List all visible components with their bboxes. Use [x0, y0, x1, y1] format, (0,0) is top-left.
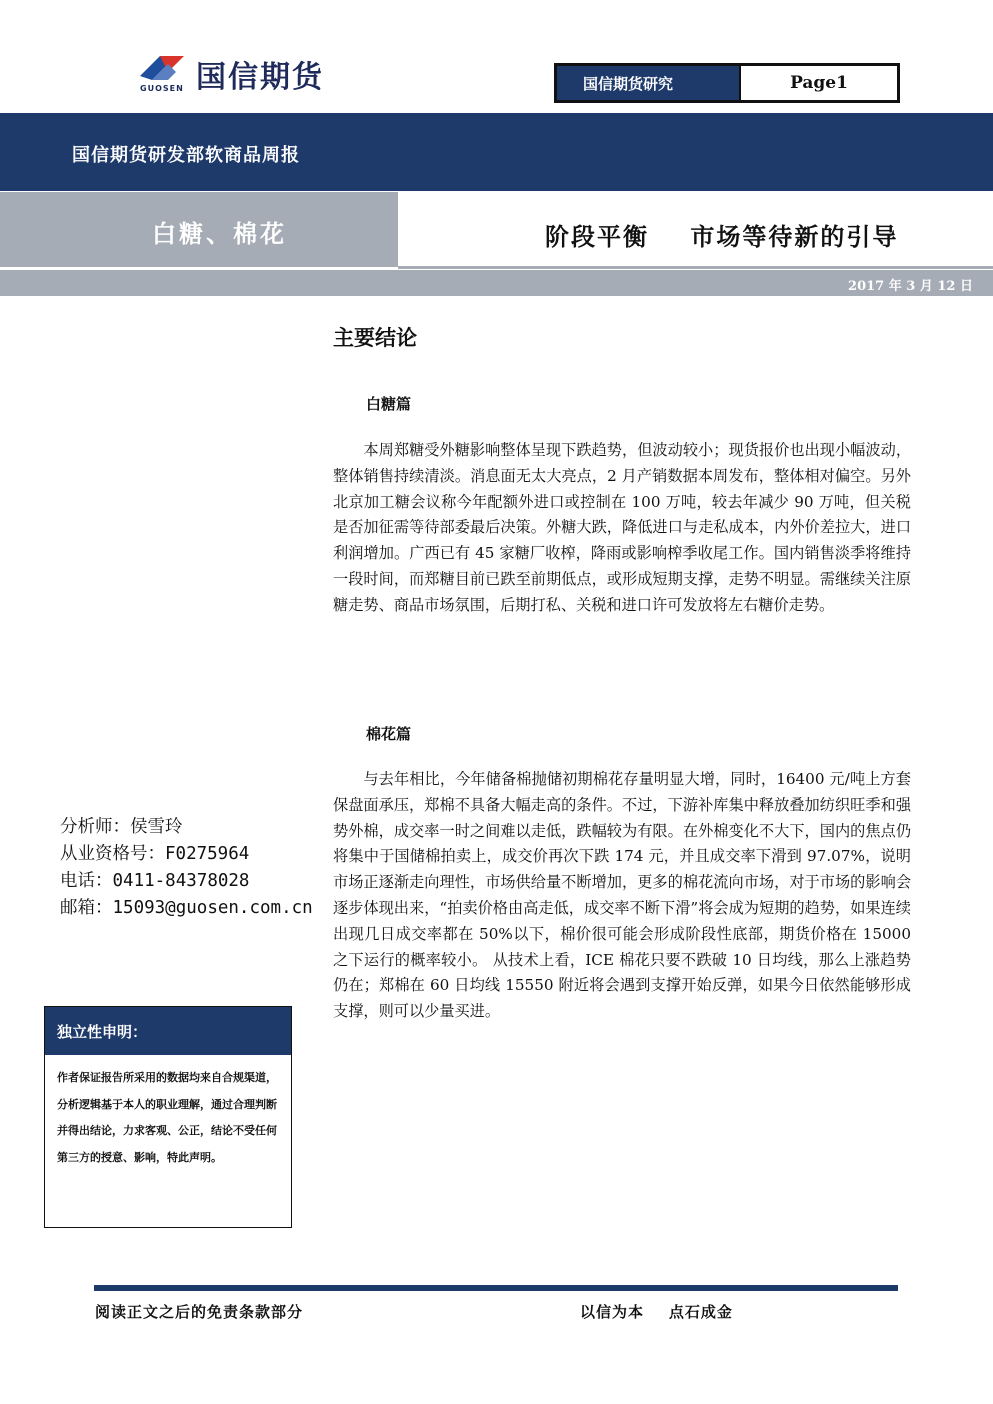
analyst-license: 从业资格号：F0275964	[60, 844, 250, 864]
analyst-info	[60, 814, 313, 922]
company-logo	[138, 50, 368, 94]
logo-name-en: GUOSEN	[140, 84, 184, 93]
header-box	[554, 63, 900, 103]
statement-title: 独立性申明：	[45, 1007, 291, 1055]
logo-name-cn: 国信期货	[196, 60, 324, 95]
commodity-box	[0, 192, 398, 267]
date-bar	[0, 270, 993, 296]
sugar-text: 本周郑糖受外糖影响整体呈现下跌趋势，但波动较小；现货报价也出现小幅波动，整体销售持续清淡。消息面无太大亮点，2 月产销数据本周发布，整体相对偏空。另外北京加工糖会议称今年配额外进口或控制在 100 万吨，较去年减少 90 万吨，但关税是否加征需等待部委最后决策。外糖大跌，降低进口与走私成本，内外价差拉大，进口利润增加。广西已有 45 家糖厂收榨，降雨或影响榨季收尾工作。国内销售淡季将维持一段时间，而郑糖目前已跌至前期低点，或形成短期支撑，走势不明显。需继续关注原糖走势、商品市场氛围，后期打私、关税和进口许可发放将左右糖价走势。	[333, 441, 911, 614]
analyst-email: 邮箱：15093@guosen.com.cn	[60, 898, 313, 918]
sugar-paragraph	[333, 438, 911, 619]
footer-divider	[94, 1285, 898, 1291]
analyst-name: 分析师：侯雪玲	[60, 817, 183, 837]
footer-disclaimer: 阅读正文之后的免责条款部分	[95, 1303, 304, 1321]
report-band	[0, 113, 993, 191]
title-underline	[398, 266, 993, 269]
report-date: 2017 年 3 月 12 日	[848, 279, 973, 294]
cotton-text: 与去年相比，今年储备棉抛储初期棉花存量明显大增，同时，16400 元/吨上方套保盘面承压，郑棉不具备大幅走高的条件。不过，下游补库集中释放叠加纺织旺季和强势外棉，成交率一时之间难以走低，跌幅较为有限。在外棉变化不大下，国内的焦点仍将集中于国储棉拍卖上，成交价再次下跌 174 元，并且成交率下滑到 97.07%，说明市场正逐渐走向理性，市场供给量不断增加，更多的棉花流向市场，对于市场的影响会逐步体现出来，“拍卖价格由高走低，成交率不断下滑”将会成为短期的趋势，如果连续出现几日成交率都在 50%以下，棉价很可能会形成阶段性底部，期货价格在 15000 之下运行的概率较小。 从技术上看，ICE 棉花只要不跌破 10 日均线，那么上涨趋势仍在；郑棉在 60 日均线 15550 附近将会遇到支撑开始反弹，如果今日依然能够形成支撑，则可以少量买进。	[333, 770, 911, 1021]
commodity-title: 白糖、棉花	[152, 219, 287, 248]
sugar-heading: 白糖篇	[366, 395, 412, 413]
research-label: 国信期货研究	[557, 66, 739, 100]
footer-slogan: 以信为本 点石成金	[580, 1303, 733, 1321]
page-number: Page1	[739, 66, 897, 100]
cotton-paragraph	[333, 767, 911, 1025]
statement-text: 作者保证报告所采用的数据均来自合规渠道，分析逻辑基于本人的职业理解，通过合理判断并得出结论，力求客观、公正，结论不受任何第三方的授意、影响，特此声明。	[57, 1071, 277, 1164]
independence-statement	[44, 1006, 292, 1228]
cotton-heading: 棉花篇	[366, 725, 412, 743]
main-heading: 主要结论	[333, 325, 417, 350]
report-name: 国信期货研发部软商品周报	[72, 145, 300, 166]
analyst-phone: 电话：0411-84378028	[60, 871, 250, 891]
headline: 阶段平衡 市场等待新的引导	[545, 222, 899, 251]
